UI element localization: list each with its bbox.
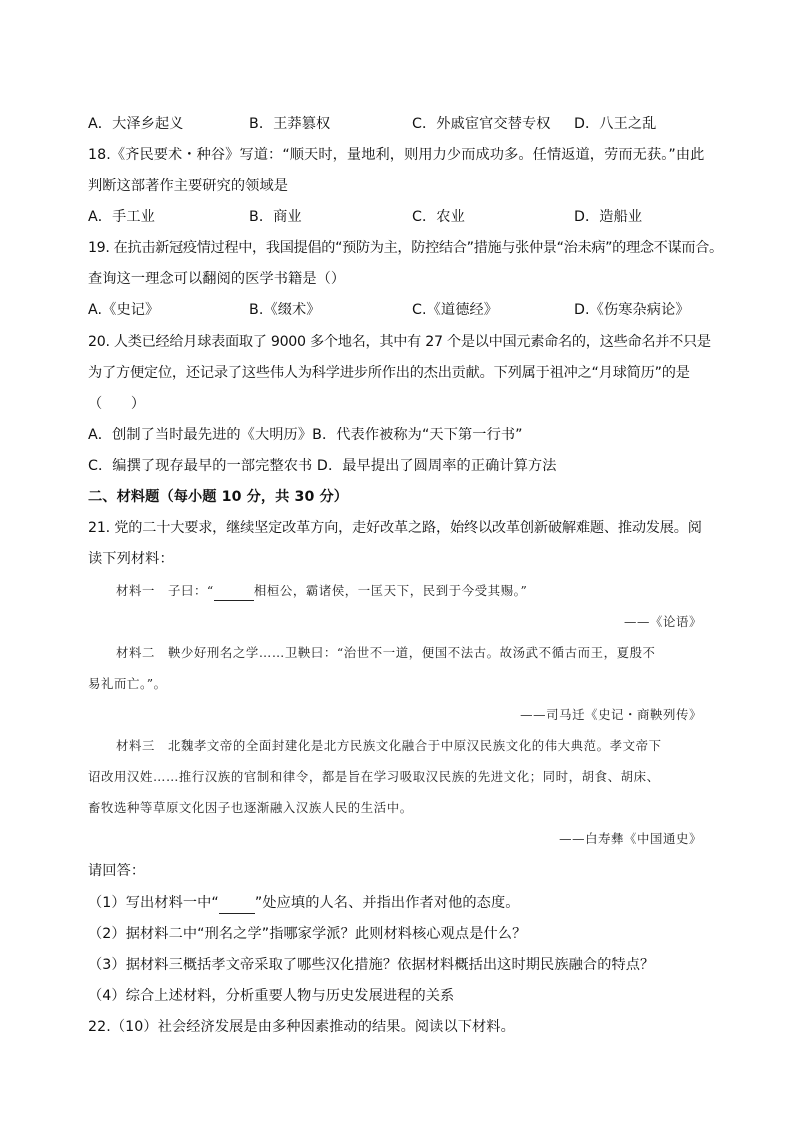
q21-stem-line-1: 21. 党的二十大要求，继续坚定改革方向，走好改革之路，始终以改革创新破解难题、推动发展。阅 [88,520,702,536]
q21-sub-2: （2）据材料二中“刑名之学”指哪家学派？此则材料核心观点是什么？ [88,926,527,942]
q22-stem-line-1: 22.（10）社会经济发展是由多种因素推动的结果。阅读以下材料。 [88,1019,515,1035]
q18-option-c: C．农业 [412,209,465,225]
material-1-source: ——《论语》 [624,614,702,629]
section-2-title: 二、材料题（每小题 10 分，共 30 分） [88,489,349,505]
answer-prompt: 请回答： [88,863,146,879]
material-3-source: ——白寿彝《中国通史》 [559,831,702,846]
material-1-lead: 材料一 子曰：“ [116,583,214,598]
q19-option-a: A.《史记》 [88,302,160,318]
q19-option-c: C.《道德经》 [412,302,499,318]
material-1-text: 相桓公，霸诸侯，一匡天下，民到于今受其赐。” [253,583,528,598]
q21-sub-1-text: ”处应填的人名、并指出作者对他的态度。 [254,895,520,911]
q20-stem-line-2: 为了方便定位，还记录了这些伟人为科学进步所作出的杰出贡献。下列属于祖冲之“月球简历”的是 [88,365,690,381]
q20-options-cd: C．编撰了现存最早的一部完整农书 D．最早提出了圆周率的正确计算方法 [88,458,557,474]
material-3-line-2: 诏改用汉姓……推行汉族的官制和律令，都是旨在学习吸取汉民族的先进文化；同时，胡食、胡床、 [88,769,660,784]
q17-option-d: D．八王之乱 [574,116,657,132]
q21-sub-3: （3）据材料三概括孝文帝采取了哪些汉化措施？依据材料概括出这时期民族融合的特点？ [88,957,655,973]
q18-stem-line-1: 18.《齐民要术・种谷》写道：“顺天时，量地利，则用力少而成功多。任情返道，劳而无获。”由此 [88,147,705,163]
q19-option-d: D.《伤寒杂病论》 [574,302,690,318]
q20-options-ab: A．创制了当时最先进的《大明历》B．代表作被称为“天下第一行书” [88,427,523,443]
blank-line [219,893,255,914]
q21-sub-4: （4）综合上述材料，分析重要人物与历史发展进程的关系 [88,988,455,1004]
q17-option-a: A．大泽乡起义 [88,116,184,132]
material-2-source: ——司马迁《史记・商鞅列传》 [520,707,702,722]
q21-sub-1 [88,893,520,914]
q17-option-b: B．王莽篡权 [249,116,331,132]
material-1 [116,582,527,601]
material-2-line-1: 材料二 鞅少好刑名之学……卫鞅曰：“治世不一道，便国不法古。故汤武不循古而王，夏殷不 [116,645,656,660]
q18-options [88,207,708,227]
q19-option-b: B.《缀术》 [249,302,321,318]
q20-stem-line-3: （ ） [88,396,146,412]
q19-stem-line-2: 查询这一理念可以翻阅的医学书籍是（） [88,271,346,287]
q21-sub-1-lead: （1）写出材料一中“ [88,895,219,911]
q18-option-d: D．造船业 [574,209,643,225]
q20-stem-line-1: 20. 人类已经给月球表面取了 9000 多个地名，其中有 27 个是以中国元素命名的，这些命名并不只是 [88,334,711,350]
q17-options [88,114,708,134]
q18-option-b: B．商业 [249,209,302,225]
q19-options [88,300,708,320]
material-2-line-2: 易礼而亡。”。 [88,676,167,691]
q18-option-a: A．手工业 [88,209,155,225]
q21-stem-line-2: 读下列材料： [88,551,174,567]
q18-stem-line-2: 判断这部著作主要研究的领域是 [88,178,289,194]
q17-option-c: C．外戚宦官交替专权 [412,116,551,132]
q19-stem-line-1: 19. 在抗击新冠疫情过程中，我国提倡的“预防为主，防控结合”措施与张仲景“治未病”的理念不谋而合。 [88,240,723,256]
material-3-line-3: 畜牧选种等草原文化因子也逐渐融入汉族人民的生活中。 [88,800,413,815]
blank-line [214,582,254,601]
material-3-line-1: 材料三 北魏孝文帝的全面封建化是北方民族文化融合于中原汉民族文化的伟大典范。孝文帝下 [116,738,662,753]
